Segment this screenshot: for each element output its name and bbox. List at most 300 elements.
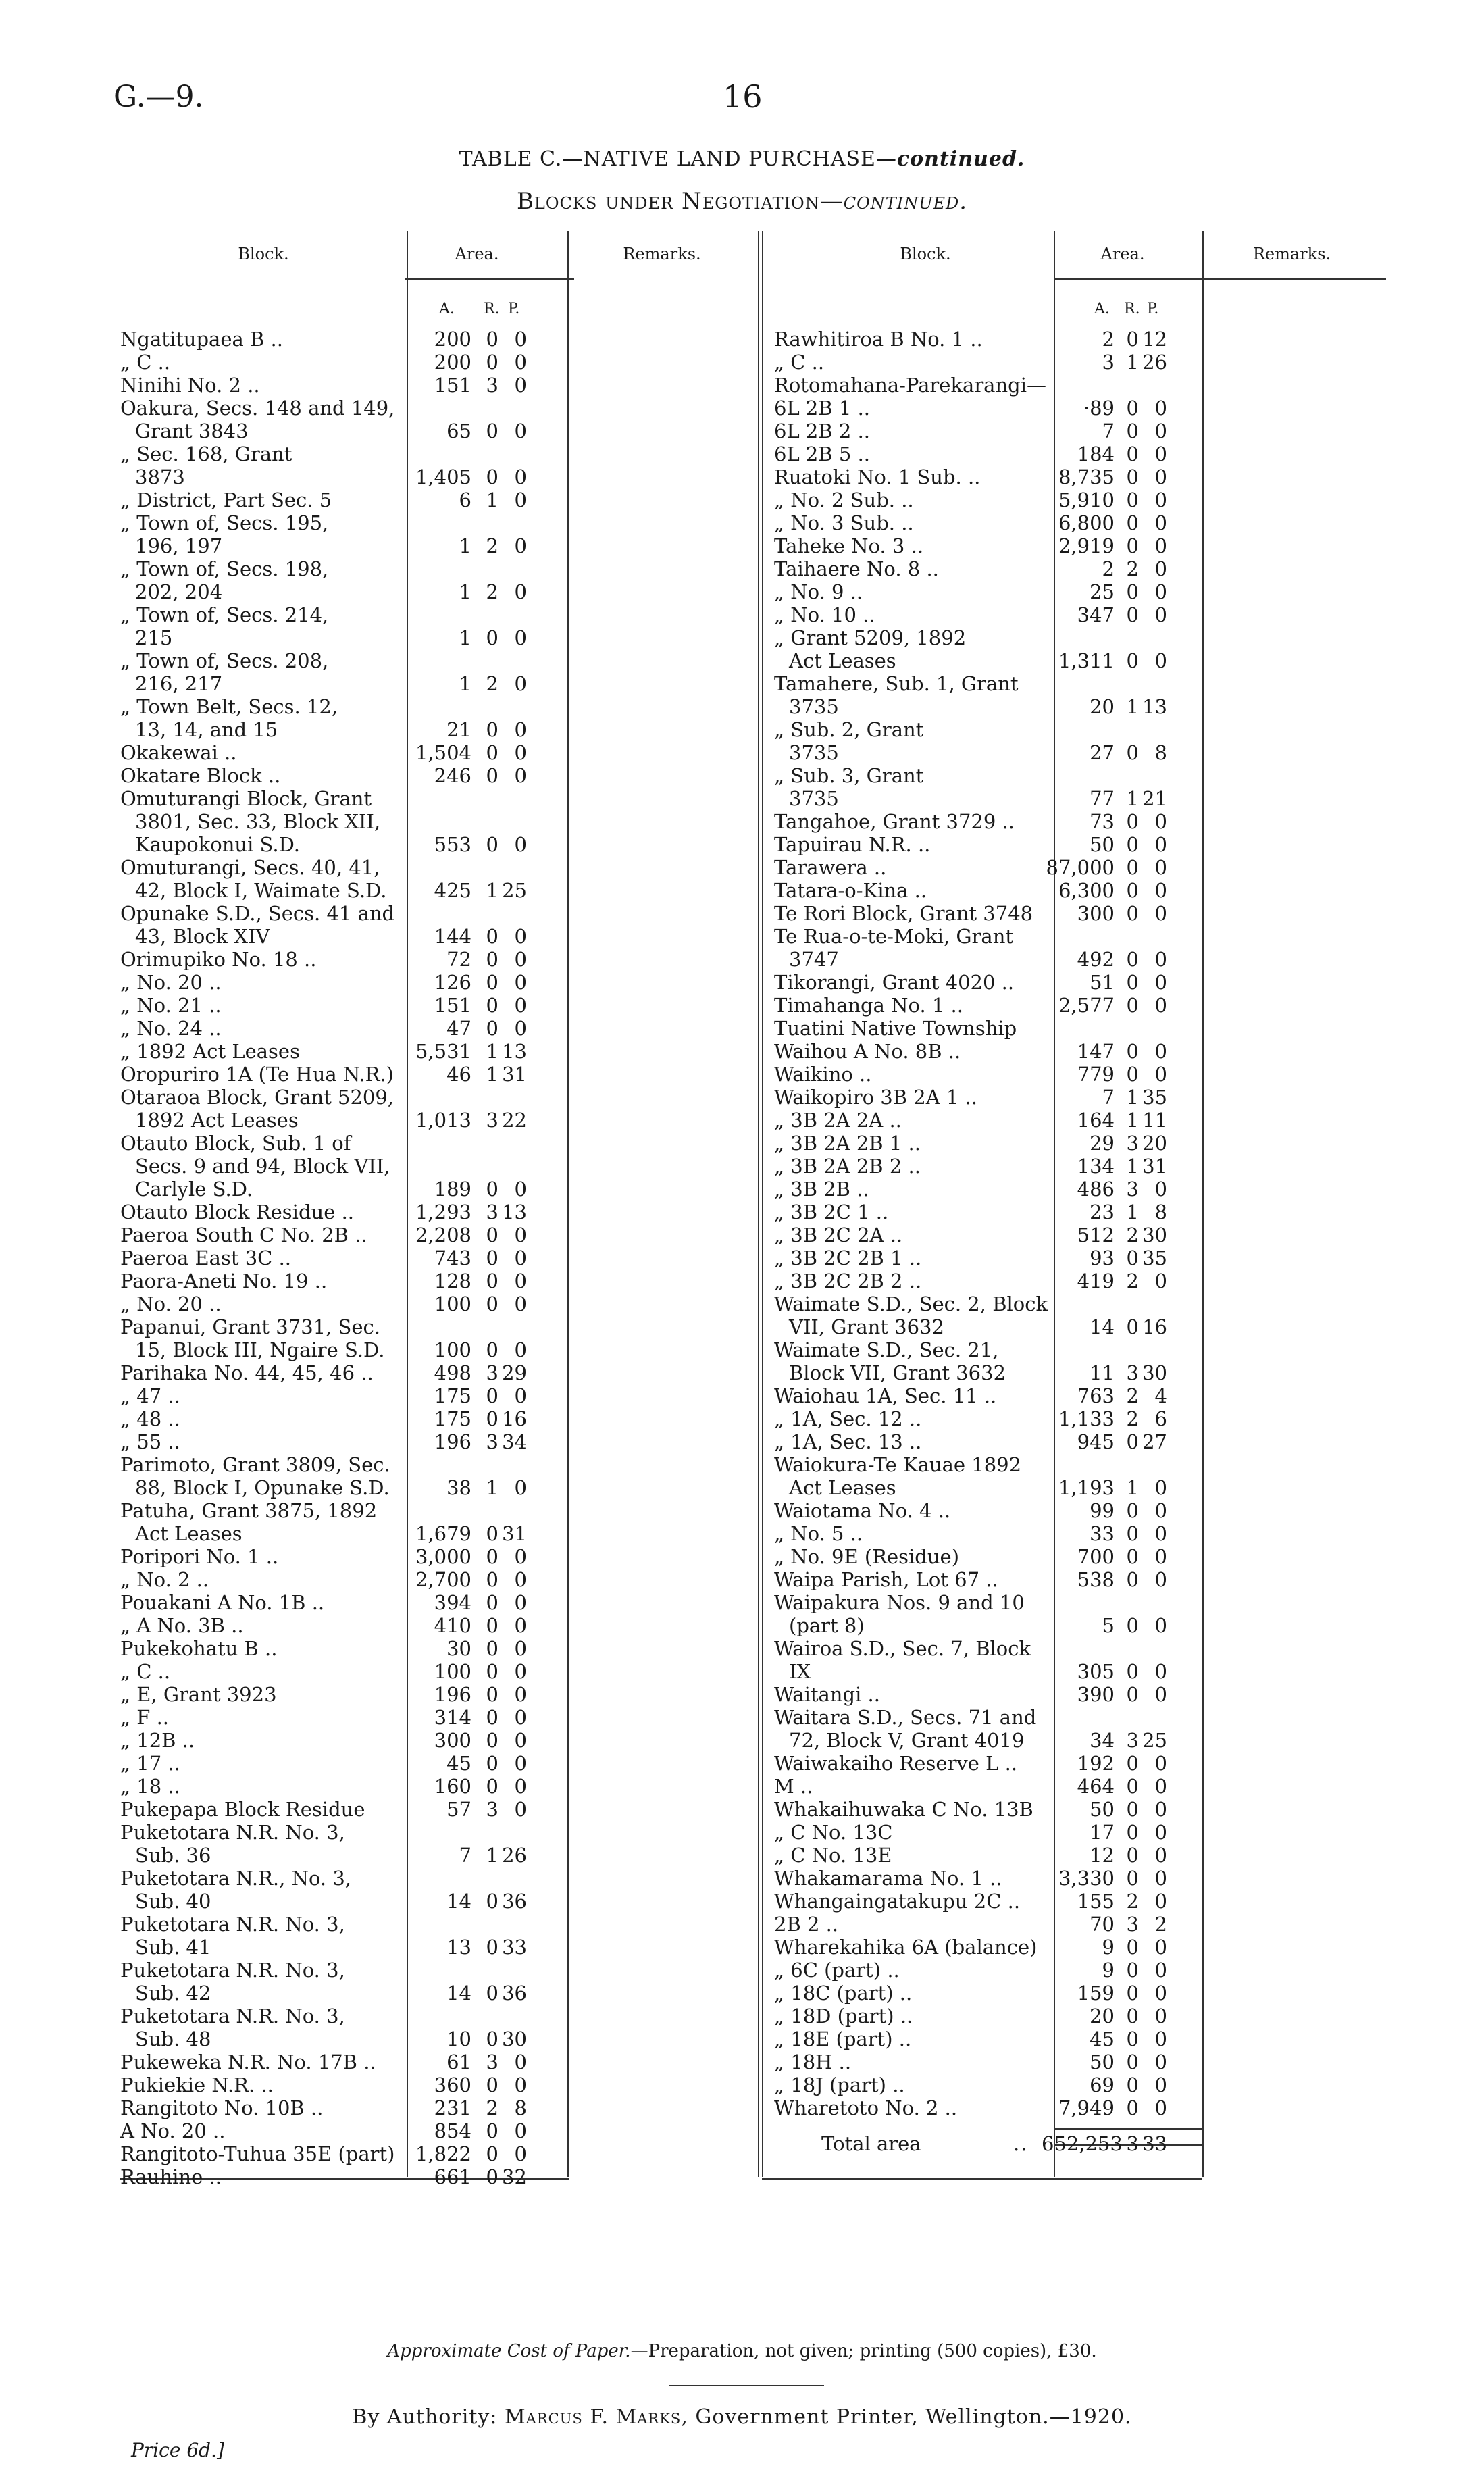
table-row: [120, 1591, 539, 1614]
table-title: [0, 147, 1484, 171]
area-acres: 553: [434, 833, 471, 856]
area-perches: 0: [1154, 856, 1167, 879]
block-name: Parimoto, Grant 3809, Sec.: [120, 1453, 390, 1476]
area-acres: 30: [446, 1637, 471, 1660]
table-row: [120, 741, 539, 764]
block-name: Omuturangi Block, Grant: [120, 787, 372, 810]
area-perches: 0: [1154, 971, 1167, 994]
area-roods: 0: [1126, 1936, 1139, 1959]
area-roods: 3: [486, 2050, 498, 2073]
block-name: Sub. 42: [135, 1982, 211, 2005]
table-row: [120, 1499, 539, 1522]
block-name: „ 12B ..: [120, 1729, 195, 1752]
area-acres: 14: [446, 1982, 471, 2005]
area-perches: 0: [514, 1614, 527, 1637]
area-perches: 32: [502, 2165, 527, 2188]
area-roods: 3: [486, 1109, 498, 1132]
area-acres: 100: [434, 1338, 471, 1361]
table-row: [120, 534, 539, 557]
block-name: 216, 217: [135, 672, 223, 695]
area-roods: 0: [486, 1407, 498, 1430]
table-row: [774, 1430, 1200, 1453]
area-perches: 0: [1154, 1660, 1167, 1683]
area-perches: 0: [1154, 994, 1167, 1017]
table-row: [120, 2142, 539, 2165]
table-row: [774, 1614, 1200, 1637]
block-name: Paeroa East 3C ..: [120, 1247, 291, 1269]
area-acres: 27: [1090, 741, 1115, 764]
table-title-main: TABLE C.—NATIVE LAND PURCHASE—: [459, 147, 897, 171]
block-name: Tapuirau N.R. ..: [774, 833, 931, 856]
area-perches: 0: [514, 374, 527, 397]
area-roods: 3: [486, 1361, 498, 1384]
area-roods: 3: [486, 1201, 498, 1224]
area-roods: 0: [1126, 971, 1139, 994]
area-perches: 0: [1154, 649, 1167, 672]
area-perches: 0: [514, 465, 527, 488]
area-acres: 1,405: [415, 465, 471, 488]
table-row: [120, 420, 539, 443]
area-roods: 2: [1126, 1269, 1139, 1292]
area-perches: 0: [514, 328, 527, 351]
block-name: Paeroa South C No. 2B ..: [120, 1224, 367, 1247]
table-row: [774, 1867, 1200, 1890]
area-acres: 410: [434, 1614, 471, 1637]
table-row: [120, 1040, 539, 1063]
area-acres: 1,013: [415, 1109, 471, 1132]
area-roods: 0: [1126, 511, 1139, 534]
area-acres: 3,330: [1058, 1867, 1115, 1890]
area-acres: 854: [434, 2119, 471, 2142]
block-name: Opunake S.D., Secs. 41 and: [120, 902, 395, 925]
table-row: [774, 1568, 1200, 1591]
table-row: [120, 695, 539, 718]
area-roods: 0: [1126, 879, 1139, 902]
area-perches: 0: [1154, 1614, 1167, 1637]
table-row: [774, 1017, 1200, 1040]
table-row: [774, 328, 1200, 351]
block-name: Otaraoa Block, Grant 5209,: [120, 1086, 394, 1109]
area-perches: 0: [514, 1752, 527, 1775]
area-acres: 33: [1090, 1522, 1115, 1545]
table-row: [774, 902, 1200, 925]
block-name: Parihaka No. 44, 45, 46 ..: [120, 1361, 374, 1384]
table-row: [120, 488, 539, 511]
area-roods: 0: [486, 1522, 498, 1545]
area-roods: 0: [486, 1683, 498, 1706]
area-perches: 0: [1154, 1683, 1167, 1706]
table-row: [774, 397, 1200, 420]
area-perches: 0: [514, 534, 527, 557]
area-acres: 3,000: [415, 1545, 471, 1568]
area-perches: 20: [1142, 1132, 1167, 1155]
authority-suffix: , Government Printer, Wellington.—1920.: [681, 2405, 1132, 2429]
area-roods: 0: [486, 1591, 498, 1614]
area-acres: 1,504: [415, 741, 471, 764]
area-acres: 945: [1077, 1430, 1115, 1453]
table-row: [774, 2096, 1200, 2119]
area-perches: 0: [514, 1683, 527, 1706]
table-row: [120, 1201, 539, 1224]
area-perches: 2: [1154, 1913, 1167, 1936]
table-row: [774, 649, 1200, 672]
area-perches: 0: [1154, 948, 1167, 971]
table-row: [120, 718, 539, 741]
area-acres: 1,133: [1058, 1407, 1115, 1430]
table-row: [120, 1867, 539, 1890]
table-row: [774, 1453, 1200, 1476]
area-perches: 21: [1142, 787, 1167, 810]
table-row: [774, 2028, 1200, 2050]
total-acres: 652,253: [1042, 2132, 1123, 2155]
area-perches: 33: [502, 1936, 527, 1959]
area-perches: 13: [502, 1040, 527, 1063]
area-acres: 14: [1090, 1315, 1115, 1338]
area-acres: 72: [446, 948, 471, 971]
area-roods: 1: [486, 879, 498, 902]
area-perches: 0: [1154, 2050, 1167, 2073]
area-roods: 0: [486, 1752, 498, 1775]
block-name: „ A No. 3B ..: [120, 1614, 244, 1637]
area-roods: 0: [1126, 1775, 1139, 1798]
table-row: [774, 810, 1200, 833]
area-roods: 3: [486, 1798, 498, 1821]
area-acres: 779: [1077, 1063, 1115, 1086]
block-name: Rangitoto-Tuhua 35E (part): [120, 2142, 395, 2165]
area-roods: 0: [1126, 1752, 1139, 1775]
block-name: „ 55 ..: [120, 1430, 180, 1453]
area-roods: 0: [486, 1224, 498, 1247]
table-row: [120, 397, 539, 420]
table-row: [120, 1430, 539, 1453]
cost-label: Approximate Cost of Paper.: [387, 2341, 631, 2361]
area-roods: 0: [1126, 1430, 1139, 1453]
block-name: 42, Block I, Waimate S.D.: [135, 879, 387, 902]
table-row: [774, 1959, 1200, 1982]
table-row: [120, 1545, 539, 1568]
block-name: „ No. 3 Sub. ..: [774, 511, 914, 534]
area-perches: 0: [1154, 397, 1167, 420]
area-acres: 231: [434, 2096, 471, 2119]
table-row: [774, 1844, 1200, 1867]
block-name: 196, 197: [135, 534, 223, 557]
area-perches: 0: [1154, 557, 1167, 580]
block-name: „ No. 21 ..: [120, 994, 222, 1017]
area-roods: 1: [486, 1844, 498, 1867]
area-perches: 0: [514, 1775, 527, 1798]
block-name: Whakaihuwaka C No. 13B: [774, 1798, 1033, 1821]
area-acres: 1: [459, 580, 471, 603]
table-row: [774, 1132, 1200, 1155]
area-roods: 0: [1126, 443, 1139, 465]
block-name: Sub. 40: [135, 1890, 211, 1913]
area-acres: 464: [1077, 1775, 1115, 1798]
area-roods: 0: [486, 994, 498, 1017]
table-row: [120, 994, 539, 1017]
area-acres: 144: [434, 925, 471, 948]
block-name: 6L 2B 1 ..: [774, 397, 871, 420]
area-acres: 700: [1077, 1545, 1115, 1568]
table-row: [774, 2050, 1200, 2073]
area-roods: 1: [1126, 695, 1139, 718]
area-perches: 0: [1154, 1476, 1167, 1499]
area-acres: 45: [1090, 2028, 1115, 2050]
block-name: „ Town of, Secs. 214,: [120, 603, 329, 626]
block-name: „ C ..: [120, 351, 171, 374]
area-perches: 26: [1142, 351, 1167, 374]
area-perches: 0: [514, 2119, 527, 2142]
table-row: [120, 1224, 539, 1247]
area-units-right: [774, 301, 1200, 324]
table-row: [120, 2028, 539, 2050]
table-row: [774, 443, 1200, 465]
table-row: [774, 420, 1200, 443]
area-perches: 0: [1154, 1798, 1167, 1821]
area-acres: 2,919: [1058, 534, 1115, 557]
area-roods: 1: [486, 1476, 498, 1499]
area-acres: 7: [459, 1844, 471, 1867]
table-row: [774, 741, 1200, 764]
area-roods: 0: [1126, 1867, 1139, 1890]
block-name: „ No. 9 ..: [774, 580, 863, 603]
area-perches: 0: [514, 1476, 527, 1499]
table-row: [774, 1683, 1200, 1706]
block-name: „ 48 ..: [120, 1407, 180, 1430]
table-row: [120, 1269, 539, 1292]
area-acres: 1: [459, 672, 471, 695]
area-perches: 0: [1154, 1936, 1167, 1959]
area-perches: 0: [514, 833, 527, 856]
area-roods: 0: [486, 2028, 498, 2050]
area-roods: 0: [486, 1775, 498, 1798]
block-name: Waikino ..: [774, 1063, 872, 1086]
area-roods: 0: [1126, 1959, 1139, 1982]
table-row: [120, 2005, 539, 2028]
area-roods: 0: [1126, 420, 1139, 443]
area-perches: 36: [502, 1890, 527, 1913]
area-perches: 35: [1142, 1086, 1167, 1109]
table-row: [120, 672, 539, 695]
area-perches: 30: [1142, 1224, 1167, 1247]
table-row: [774, 1913, 1200, 1936]
table-row: [774, 580, 1200, 603]
block-name: „ No. 5 ..: [774, 1522, 863, 1545]
printer-name: Marcus F. Marks: [504, 2405, 682, 2429]
table-row: [774, 994, 1200, 1017]
area-acres: 11: [1090, 1361, 1115, 1384]
unit-perches: P.: [1147, 301, 1159, 318]
area-acres: 2: [1102, 557, 1115, 580]
unit-perches: P.: [508, 301, 520, 318]
table-row: [120, 1821, 539, 1844]
block-name: „ 18 ..: [120, 1775, 180, 1798]
block-name: Tarawera ..: [774, 856, 887, 879]
area-roods: 0: [486, 718, 498, 741]
area-roods: 0: [486, 1706, 498, 1729]
rule-header-right: [1054, 278, 1386, 280]
table-subtitle-continued: continued.: [843, 188, 968, 215]
block-name: Tikorangi, Grant 4020 ..: [774, 971, 1015, 994]
table-row: [120, 1086, 539, 1109]
area-roods: 0: [1126, 856, 1139, 879]
area-roods: 0: [486, 1982, 498, 2005]
block-name: „ Town Belt, Secs. 12,: [120, 695, 338, 718]
area-acres: 6,300: [1058, 879, 1115, 902]
area-perches: 0: [1154, 1821, 1167, 1844]
area-roods: 0: [486, 1178, 498, 1201]
area-perches: 0: [1154, 810, 1167, 833]
rule-area-remarks-left: [567, 231, 569, 2177]
table-row: [120, 557, 539, 580]
table-row: [774, 1982, 1200, 2005]
area-roods: 0: [486, 420, 498, 443]
area-perches: 0: [514, 2073, 527, 2096]
table-row: [120, 1913, 539, 1936]
area-acres: 6,800: [1058, 511, 1115, 534]
area-perches: 0: [1154, 603, 1167, 626]
block-name: „ District, Part Sec. 5: [120, 488, 332, 511]
area-perches: 0: [514, 994, 527, 1017]
area-perches: 0: [514, 1545, 527, 1568]
block-name: Waihou A No. 8B ..: [774, 1040, 961, 1063]
area-perches: 0: [1154, 1063, 1167, 1086]
table-row: [120, 1729, 539, 1752]
block-name: „ Sub. 3, Grant: [774, 764, 924, 787]
area-roods: 0: [486, 2073, 498, 2096]
area-roods: 1: [1126, 1086, 1139, 1109]
area-roods: 0: [1126, 2073, 1139, 2096]
table-row: [120, 2119, 539, 2142]
area-acres: 5,531: [415, 1040, 471, 1063]
area-perches: 0: [1154, 833, 1167, 856]
area-perches: 0: [1154, 465, 1167, 488]
table-row: [120, 374, 539, 397]
table-row: [120, 1315, 539, 1338]
area-roods: 0: [1126, 1568, 1139, 1591]
area-acres: 1,679: [415, 1522, 471, 1545]
table-subtitle-main: Blocks under Negotiation—: [516, 188, 844, 215]
area-perches: 0: [514, 1269, 527, 1292]
table-row: [774, 488, 1200, 511]
area-roods: 0: [486, 1890, 498, 1913]
table-row: [120, 443, 539, 465]
block-name: „ C No. 13C: [774, 1821, 893, 1844]
area-roods: 2: [1126, 557, 1139, 580]
block-name: Ngatitupaea B ..: [120, 328, 283, 351]
area-perches: 30: [502, 2028, 527, 2050]
area-roods: 0: [486, 1637, 498, 1660]
area-acres: 10: [446, 2028, 471, 2050]
table-row: [120, 1890, 539, 1913]
area-acres: 347: [1077, 603, 1115, 626]
area-perches: 0: [514, 1178, 527, 1201]
area-roods: 0: [1126, 1821, 1139, 1844]
table-row: [120, 1109, 539, 1132]
block-name: 88, Block I, Opunake S.D.: [135, 1476, 390, 1499]
block-name: Waimate S.D., Sec. 21,: [774, 1338, 999, 1361]
block-name: 3873: [135, 465, 185, 488]
area-acres: 13: [446, 1936, 471, 1959]
area-acres: 196: [434, 1683, 471, 1706]
area-roods: 0: [1126, 833, 1139, 856]
column-header-block-left: Block.: [238, 245, 289, 263]
area-roods: 1: [1126, 1201, 1139, 1224]
authority-prefix: By Authority:: [352, 2405, 505, 2429]
area-roods: 3: [486, 374, 498, 397]
table-row: [120, 1568, 539, 1591]
area-roods: 0: [486, 1660, 498, 1683]
area-acres: 77: [1090, 787, 1115, 810]
area-roods: 3: [1126, 1132, 1139, 1155]
block-name: Oropuriro 1A (Te Hua N.R.): [120, 1063, 394, 1086]
area-acres: 7,949: [1058, 2096, 1115, 2119]
area-roods: 0: [1126, 649, 1139, 672]
area-acres: 2,577: [1058, 994, 1115, 1017]
table-row: [774, 1729, 1200, 1752]
block-name: 13, 14, and 15: [135, 718, 278, 741]
table-row: [774, 1706, 1200, 1729]
area-perches: 0: [514, 1637, 527, 1660]
area-acres: 7: [1102, 1086, 1115, 1109]
area-roods: 0: [1126, 1522, 1139, 1545]
area-roods: 0: [1126, 1614, 1139, 1637]
cost-text: —Preparation, not given; printing (500 copies), £30.: [630, 2341, 1097, 2361]
table-row: [774, 557, 1200, 580]
area-roods: 0: [486, 2119, 498, 2142]
area-roods: 0: [486, 328, 498, 351]
area-acres: 155: [1077, 1890, 1115, 1913]
block-name: 3801, Sec. 33, Block XII,: [135, 810, 381, 833]
table-row: [120, 1637, 539, 1660]
table-row: [774, 603, 1200, 626]
block-name: „ No. 20 ..: [120, 1292, 222, 1315]
table-row: [774, 1086, 1200, 1109]
table-row: [774, 1201, 1200, 1224]
area-perches: 0: [514, 1017, 527, 1040]
block-name: 3735: [789, 787, 839, 810]
area-roods: 1: [486, 1040, 498, 1063]
table-row: [774, 1063, 1200, 1086]
area-acres: 661: [434, 2165, 471, 2188]
area-acres: 34: [1090, 1729, 1115, 1752]
total-row: [774, 2132, 1200, 2155]
block-name: Pukepapa Block Residue: [120, 1798, 365, 1821]
area-acres: 5,910: [1058, 488, 1115, 511]
total-label: Total area: [821, 2132, 921, 2155]
block-name: Wharekahika 6A (balance): [774, 1936, 1038, 1959]
area-roods: 0: [486, 465, 498, 488]
table-row: [774, 1384, 1200, 1407]
total-roods: 3: [1126, 2132, 1139, 2155]
area-perches: 31: [1142, 1155, 1167, 1178]
area-perches: 26: [502, 1844, 527, 1867]
table-row: [120, 856, 539, 879]
table-row: [774, 465, 1200, 488]
area-perches: 34: [502, 1430, 527, 1453]
table-row: [120, 1155, 539, 1178]
block-name: „ 3B 2C 2B 1 ..: [774, 1247, 922, 1269]
area-roods: 0: [1126, 397, 1139, 420]
area-perches: 13: [502, 1201, 527, 1224]
area-perches: 0: [1154, 1040, 1167, 1063]
block-name: 3735: [789, 695, 839, 718]
table-row: [774, 626, 1200, 649]
area-roods: 0: [486, 2165, 498, 2188]
area-acres: 160: [434, 1775, 471, 1798]
area-acres: 47: [446, 1017, 471, 1040]
area-roods: 0: [1126, 994, 1139, 1017]
footer-rule: [669, 2385, 824, 2386]
